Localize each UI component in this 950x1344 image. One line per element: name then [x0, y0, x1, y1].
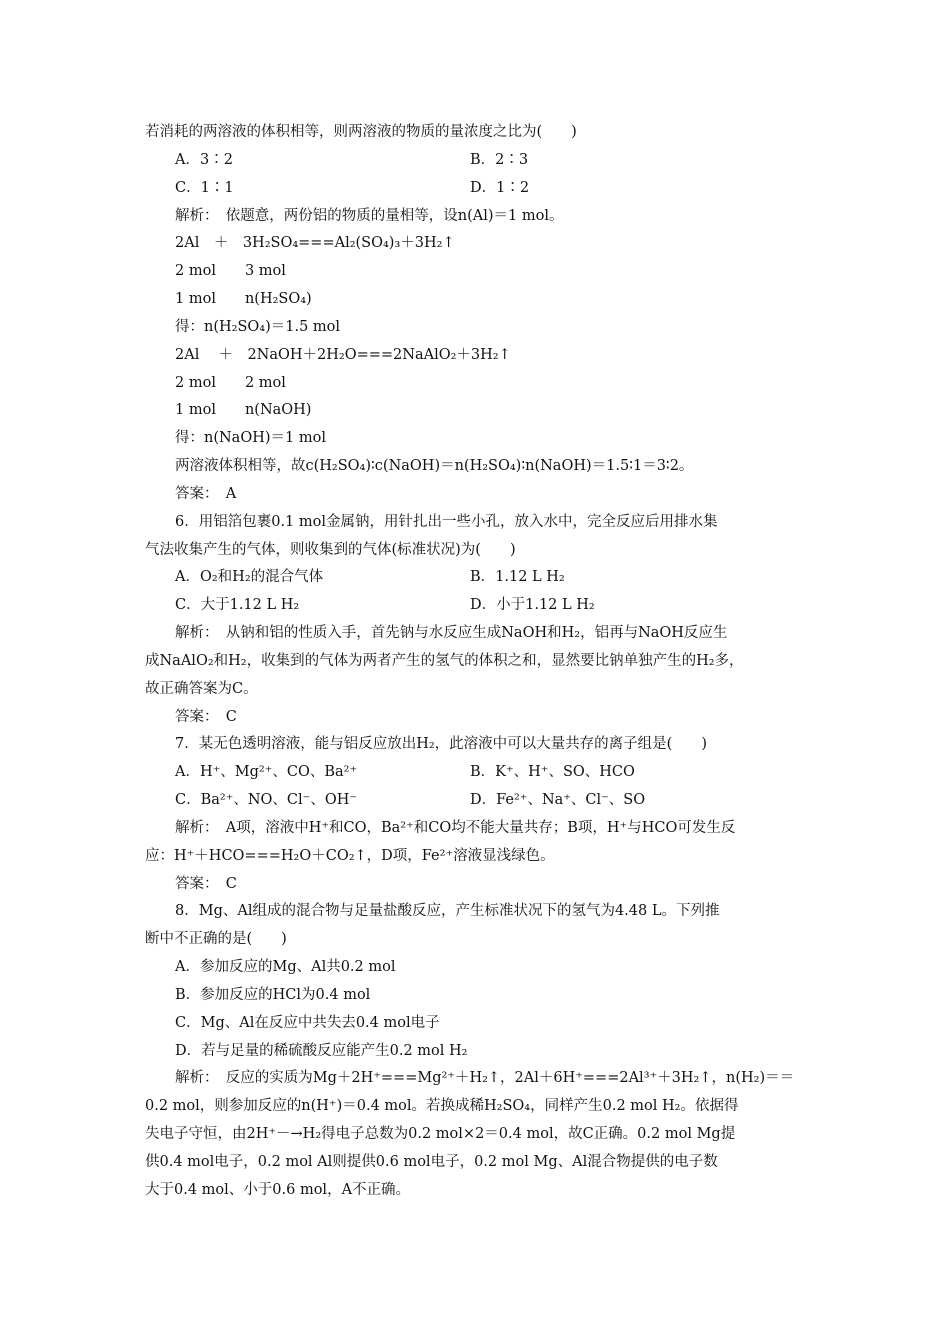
q6-option-a: A．O₂和H₂的混合气体 [175, 569, 324, 585]
q7-option-b: B．K⁺、H⁺、SO、HCO [470, 764, 635, 780]
q5-result-line: 得：n(NaOH)＝1 mol [175, 430, 326, 446]
q5-option-d: D．1∶2 [470, 180, 530, 196]
q8-analysis-line-1: 解析： 反应的实质为Mg＋2H⁺===Mg²⁺＋H₂↑，2Al＋6H⁺===2Al³⁺＋3H₂↑，n(H₂)＝＝ [175, 1070, 795, 1086]
q5-ratio-line: 2 mol 3 mol [175, 263, 286, 279]
q8-analysis-line-3: 失电子守恒，由2H⁺－→H₂得电子总数为0.2 mol×2＝0.4 mol，故C正确。0.2 mol Mg提 [145, 1126, 736, 1142]
q6-option-c: C．大于1.12 L H₂ [175, 597, 300, 613]
q8-option-b: B．参加反应的HCl为0.4 mol [175, 987, 371, 1003]
q7-stem: 7．某无色透明溶液，能与铝反应放出H₂，此溶液中可以大量共存的离子组是( ) [175, 736, 707, 752]
q8-option-d: D．若与足量的稀硫酸反应能产生0.2 mol H₂ [175, 1043, 468, 1059]
q5-stem-line [0, 118, 950, 146]
q5-option-a: A．3∶2 [175, 152, 233, 168]
q8-analysis-line-5: 大于0.4 mol、小于0.6 mol，A不正确。 [145, 1182, 411, 1198]
q8-analysis-line-4: 供0.4 mol电子，0.2 mol Al则提供0.6 mol电子，0.2 mol Mg、Al混合物提供的电子数 [145, 1154, 718, 1170]
q5-ratio-line: 1 mol n(NaOH) [175, 402, 312, 418]
q7-option-a: A．H⁺、Mg²⁺、CO、Ba²⁺ [175, 764, 358, 780]
q5-options-row-2 [0, 174, 950, 202]
q8-stem-line-1: 8．Mg、Al组成的混合物与足量盐酸反应，产生标准状况下的氢气为4.48 L。下列推 [175, 903, 720, 919]
q6-answer: 答案： C [175, 709, 237, 725]
q5-stem-text: 若消耗的两溶液的体积相等，则两溶液的物质的量浓度之比为( ) [145, 124, 577, 140]
q6-option-d: D．小于1.12 L H₂ [470, 597, 595, 613]
q5-option-c: C．1∶1 [175, 180, 234, 196]
q8-analysis-line-2: 0.2 mol，则参加反应的n(H⁺)＝0.4 mol。若换成稀H₂SO₄，同样产生0.2 mol H₂。依据得 [145, 1098, 739, 1114]
q6-analysis-line-3: 故正确答案为C。 [145, 681, 258, 697]
q5-conclusion-line: 两溶液体积相等，故c(H₂SO₄)∶c(NaOH)＝n(H₂SO₄)∶n(NaOH)＝1.5∶1＝3∶2。 [175, 458, 694, 474]
q8-option-c: C．Mg、Al在反应中共失去0.4 mol电子 [175, 1015, 440, 1031]
q7-answer: 答案： C [175, 876, 237, 892]
q6-stem-line-1: 6．用铝箔包裹0.1 mol金属钠，用针扎出一些小孔，放入水中，完全反应后用排水集 [175, 514, 718, 530]
q8-option-a: A．参加反应的Mg、Al共0.2 mol [175, 959, 396, 975]
q5-options-row-1 [0, 146, 950, 174]
q6-stem-line-2: 气法收集产生的气体，则收集到的气体(标准状况)为( ) [145, 542, 516, 558]
q5-result-line: 得：n(H₂SO₄)＝1.5 mol [175, 319, 341, 335]
q8-stem-line-2: 断中不正确的是( ) [145, 931, 287, 947]
q5-ratio-line: 1 mol n(H₂SO₄) [175, 291, 312, 307]
q5-option-b: B．2∶3 [470, 152, 529, 168]
q5-equation-line: 2Al ＋ 2NaOH＋2H₂O===2NaAlO₂＋3H₂↑ [175, 347, 511, 363]
q5-analysis-line: 解析： 依题意，两份铝的物质的量相等，设n(Al)＝1 mol。 [175, 208, 564, 224]
q6-analysis-line-2: 成NaAlO₂和H₂，收集到的气体为两者产生的氢气的体积之和，显然要比钠单独产生的H₂多， [145, 653, 744, 669]
q7-analysis-line-1: 解析： A项，溶液中H⁺和CO，Ba²⁺和CO均不能大量共存；B项，H⁺与HCO可发生反 [175, 820, 736, 836]
q6-analysis-line-1: 解析： 从钠和铝的性质入手，首先钠与水反应生成NaOH和H₂，铝再与NaOH反应生 [175, 625, 728, 641]
q7-option-c: C．Ba²⁺、NO、Cl⁻、OH⁻ [175, 792, 358, 808]
q7-option-d: D．Fe²⁺、Na⁺、Cl⁻、SO [470, 792, 646, 808]
q5-equation-line: 2Al ＋ 3H₂SO₄===Al₂(SO₄)₃＋3H₂↑ [175, 235, 455, 251]
q5-answer: 答案： A [175, 486, 237, 502]
q7-analysis-line-2: 应：H⁺＋HCO===H₂O＋CO₂↑，D项，Fe²⁺溶液显浅绿色。 [145, 848, 555, 864]
q6-option-b: B．1.12 L H₂ [470, 569, 565, 585]
q5-ratio-line: 2 mol 2 mol [175, 375, 286, 391]
